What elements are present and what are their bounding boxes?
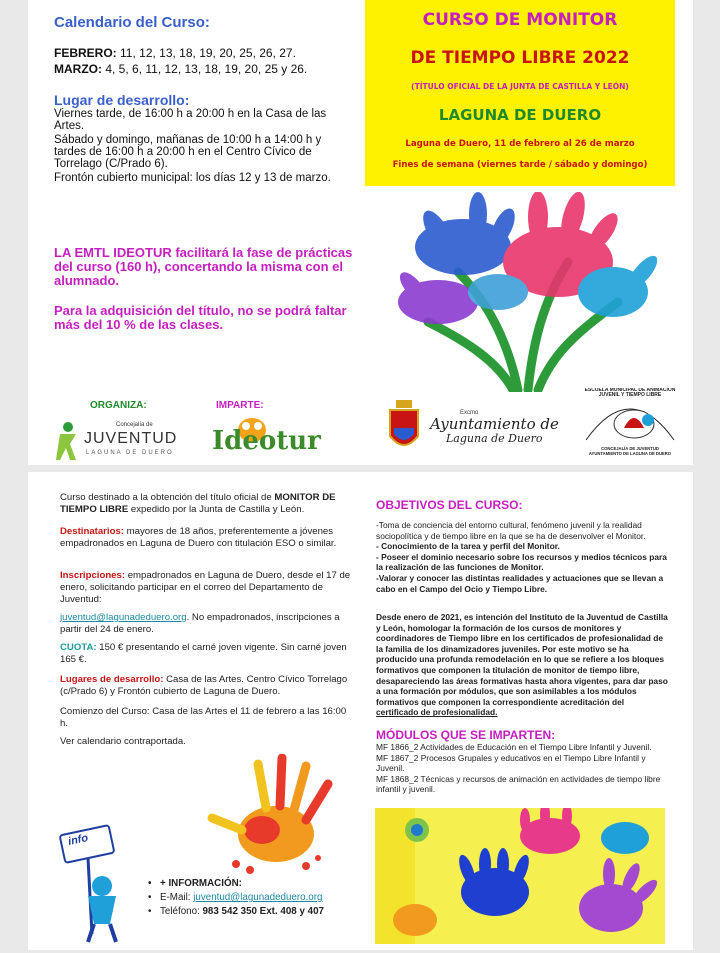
- practicas-note: LA EMTL IDEOTUR facilitará la fase de prácticas del curso (160 h), concertando la misma con el alumnado.: [54, 245, 353, 288]
- inside-page: [28, 472, 693, 950]
- juventud-logo: [54, 420, 184, 464]
- destinatarios: Destinatarios: mayores de 18 años, preferentemente a jóvenes empadronados en Laguna de Duero con titulación ESO o similar.: [60, 526, 337, 549]
- modulo-item: MF 1868_2 Técnicas y recursos de animación en actividades de tiempo libre infantil y juvenil.: [376, 773, 661, 795]
- header-dates: Laguna de Duero, 11 de febrero al 26 de marzo: [405, 139, 635, 149]
- escuela-sub-2: AYUNTAMIENTO DE LAGUNA DE DUERO: [588, 451, 672, 456]
- venue-title: Lugar de desarrollo:: [54, 92, 190, 108]
- ideotur-logo: [212, 412, 322, 462]
- venue-line-2: Sábado y domingo, mañanas de 10:00 h a 14:00 h y tardes de 16:00 h a 20:00 h en el Centro Cívico de Torrelago (C/Prado 6).: [54, 134, 322, 170]
- header-schedule: Fines de semana (viernes tarde / sábado y domingo): [392, 160, 648, 170]
- header-town: LAGUNA DE DUERO: [438, 106, 602, 124]
- coat-of-arms-icon: [388, 398, 420, 456]
- email-link[interactable]: juventud@lagunadeduero.org: [60, 612, 187, 623]
- escuela-sub-1: CONCEJALÍA DE JUVENTUD: [601, 446, 659, 451]
- juventud-word: JUVENTUD: [84, 430, 178, 447]
- ayuntamiento-word: Ayuntamiento de: [430, 415, 559, 433]
- objetivos-title: OBJETIVOS DEL CURSO:: [376, 498, 523, 512]
- lugares: Lugares de desarrollo: Casa de las Artes. Centro Cívico Torrelago (c/Prado 6) y Frontón cubierto de Laguna de Duero.: [60, 674, 348, 697]
- juventud-small: Concejalía de: [116, 422, 153, 428]
- contact-email: • E-Mail: juventud@lagunadeduero.org: [148, 892, 323, 903]
- cuota: CUOTA: 150 € presentando el carné joven vigente. Sin carné joven 165 €.: [60, 642, 347, 665]
- handprint-bird-illustration: [206, 754, 346, 884]
- objetivo-item: - Poseer el dominio necesario sobre los recursos y medios técnicos para la realización de las funciones de Monitor.: [376, 551, 667, 573]
- juventud-sub: LAGUNA DE DUERO: [86, 450, 174, 456]
- person-icon: [54, 420, 82, 462]
- inscripciones: Inscripciones: empadronados en Laguna de Duero, desde el 17 de enero, solicitando participar en el correo del Departamento de Juventud:: [60, 570, 351, 605]
- handprints-photo: [375, 808, 665, 944]
- intro-text: Curso destinado a la obtención del título oficial de MONITOR DE TIEMPO LIBRE expedido por la Junta de Castilla y León.: [60, 492, 336, 515]
- comienzo: Comienzo del Curso: Casa de las Artes el 11 de febrero a las 16:00 h.: [60, 706, 347, 729]
- calendar-febrero: FEBRERO: 11, 12, 13, 18, 19, 20, 25, 26, 27.: [54, 46, 296, 60]
- back-cover-page: [28, 0, 693, 465]
- header-official: (TÍTULO OFICIAL DE LA JUNTA DE CASTILLA Y LEÓN): [411, 82, 629, 91]
- mas-informacion: • + INFORMACIÓN:: [148, 878, 242, 889]
- objetivo-item: - Conocimiento de la tarea y perfil del Monitor.: [376, 541, 560, 552]
- organiza-label: ORGANIZA:: [90, 400, 147, 411]
- excmo-label: Excmo: [460, 410, 479, 416]
- ideotur-word: Ideotur: [212, 426, 321, 456]
- ayuntamiento-logo: [388, 398, 563, 458]
- info-sign-label: info: [66, 832, 90, 848]
- escuela-logo: [576, 388, 684, 458]
- header-subtitle: DE TIEMPO LIBRE 2022: [410, 48, 630, 68]
- escuela-name: ESCUELA MUNICIPAL DE ANIMACIÓN JUVENIL Y TIEMPO LIBRE: [584, 388, 676, 398]
- calendar-marzo: MARZO: 4, 5, 6, 11, 12, 13, 18, 19, 20, 25 y 26.: [54, 62, 308, 76]
- imparte-label: IMPARTE:: [216, 400, 264, 411]
- ayuntamiento-town: Laguna de Duero: [446, 432, 543, 445]
- modulo-item: MF 1866_2 Actividades de Educación en el Tiempo Libre Infantil y Juvenil.: [376, 742, 652, 752]
- venue-line-3: Frontón cubierto municipal: los días 12 y 13 de marzo.: [54, 172, 331, 184]
- objetivo-item: -Toma de conciencia del entorno cultural, fenómeno juvenil y la realidad sociopolítica y de tiempo libre en la que se ha de desenvolver el Monitor.: [376, 520, 646, 541]
- contact-phone: • Teléfono: 983 542 350 Ext. 408 y 407: [148, 906, 324, 917]
- ver-calendario: Ver calendario contraportada.: [60, 736, 186, 747]
- objetivo-item: -Valorar y conocer las distintas realidades y actuaciones que se llevan a cabo en el Campo del Ocio y Tiempo Libre.: [376, 572, 664, 594]
- modulos-title: MÓDULOS QUE SE IMPARTEN:: [376, 728, 556, 742]
- handprint-flowers-illustration: [368, 192, 668, 392]
- header-title: CURSO DE MONITOR: [422, 10, 618, 30]
- attendance-note: Para la adquisición del título, no se podrá faltar más del 10 % de las clases.: [54, 303, 347, 332]
- homologacion-paragraph: Desde enero de 2021, es intención del Instituto de la Juventud de Castilla y León, homologar la formación de los cursos de monitores y coordinadores de Tiempo libre en los certificados de profesionalidad de la familia de los dinamizadores juveniles. Por este motivo se ha producido una profunda remodelación en lo que se refiere a los bloques formativos que componen la titulación de monitor de tiempo libre, desapareciendo las áreas formativas hasta ahora vigentes, para dar paso a una formación por módulos, que son asimilables a los módulos formativos que componen la correspondiente acreditación del certificado de profesionalidad.: [376, 612, 668, 718]
- inscripciones-email: juventud@lagunadeduero.org. No empadronados, inscripciones a partir del 24 de enero.: [60, 612, 340, 635]
- modulos-list: [376, 742, 668, 795]
- contact-email-link[interactable]: juventud@lagunadeduero.org: [193, 892, 323, 903]
- modulo-item: MF 1867_2 Procesos Grupales y educativos en el Tiempo Libre Infantil y Juvenil.: [376, 752, 646, 774]
- objetivos-list: [376, 520, 668, 594]
- calendar-title: Calendario del Curso:: [54, 14, 210, 31]
- venue-line-1: Viernes tarde, de 16:00 h a 20:00 h en la Casa de las Artes.: [54, 108, 327, 132]
- course-header: [365, 0, 675, 186]
